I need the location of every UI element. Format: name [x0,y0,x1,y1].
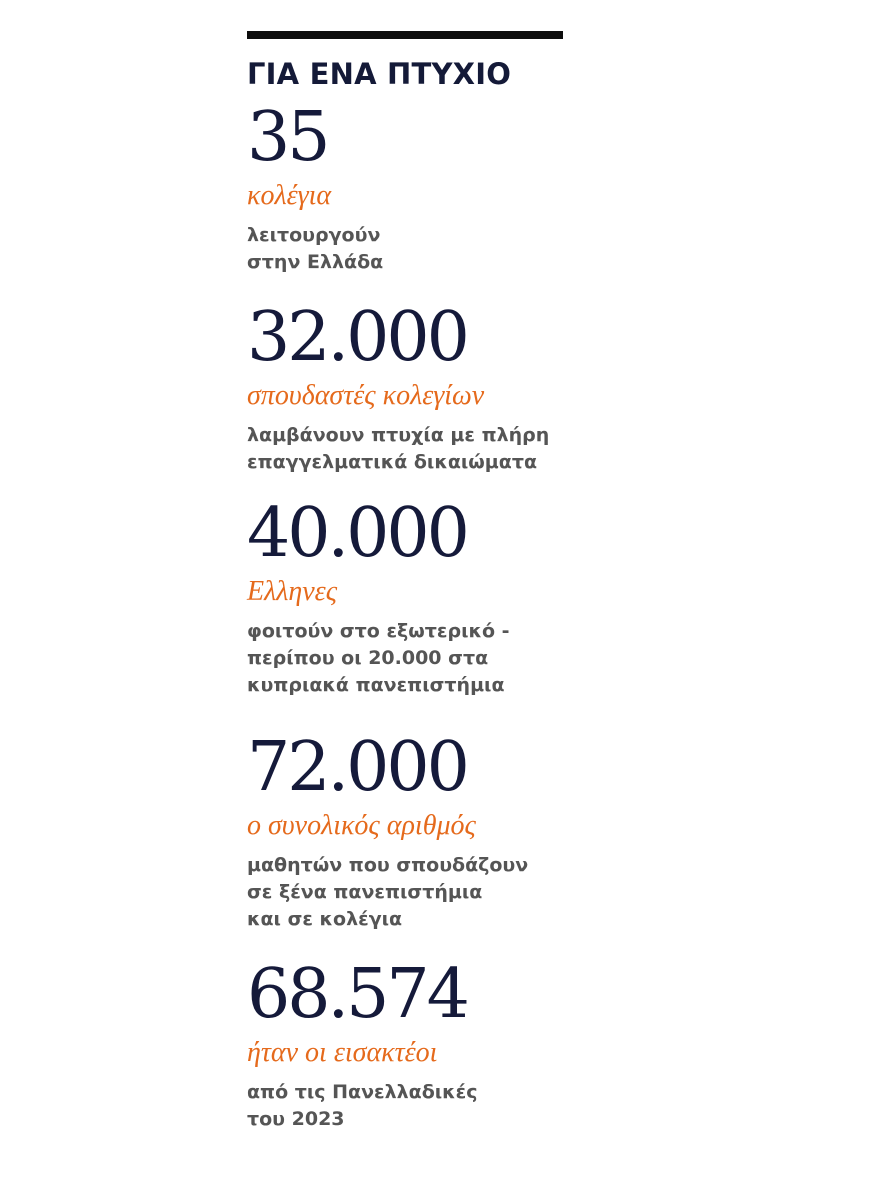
stat-description-line: του 2023 [247,1108,345,1130]
stat-description-line: περίπου οι 20.000 στα [247,647,489,669]
stat-description-line: και σε κολέγια [247,908,403,930]
stat-block-colleges [247,98,847,276]
stat-description [247,422,847,476]
stat-label: ήταν οι εισακτέοι [247,1037,438,1068]
stat-description-line: λαμβάνουν πτυχία με πλήρη [247,424,550,446]
page-title: ΓΙΑ ΕΝΑ ΠΤΥΧΙΟ [247,57,512,91]
stat-block-admitted [247,955,847,1133]
stat-description-line: επαγγελματικά δικαιώματα [247,451,538,473]
stat-description [247,618,847,699]
stat-description-line: στην Ελλάδα [247,251,384,273]
stat-description-line: λειτουργούν [247,224,381,246]
stat-number: 40.000 [247,494,467,573]
stat-label: ο συνολικός αριθμός [247,810,476,841]
stat-label: κολέγια [247,180,332,211]
stat-label: σπουδαστές κολεγίων [247,380,485,411]
stat-block-abroad [247,494,847,699]
stat-number: 35 [247,98,328,177]
stat-description-line: σε ξένα πανεπιστήμια [247,881,483,903]
stat-description-line: φοιτούν στο εξωτερικό - [247,620,510,642]
stat-label: Ελληνες [247,576,338,607]
stat-description-line: από τις Πανελλαδικές [247,1081,478,1103]
stat-number: 72.000 [247,728,467,807]
top-rule-divider [247,31,563,39]
stat-block-total [247,728,847,933]
stat-description [247,222,847,276]
stat-description [247,852,847,933]
stat-description [247,1079,847,1133]
stat-block-college-students [247,298,847,476]
stat-description-line: μαθητών που σπουδάζουν [247,854,529,876]
stat-number: 32.000 [247,298,467,377]
stat-number: 68.574 [247,955,467,1034]
stat-description-line: κυπριακά πανεπιστήμια [247,674,505,696]
